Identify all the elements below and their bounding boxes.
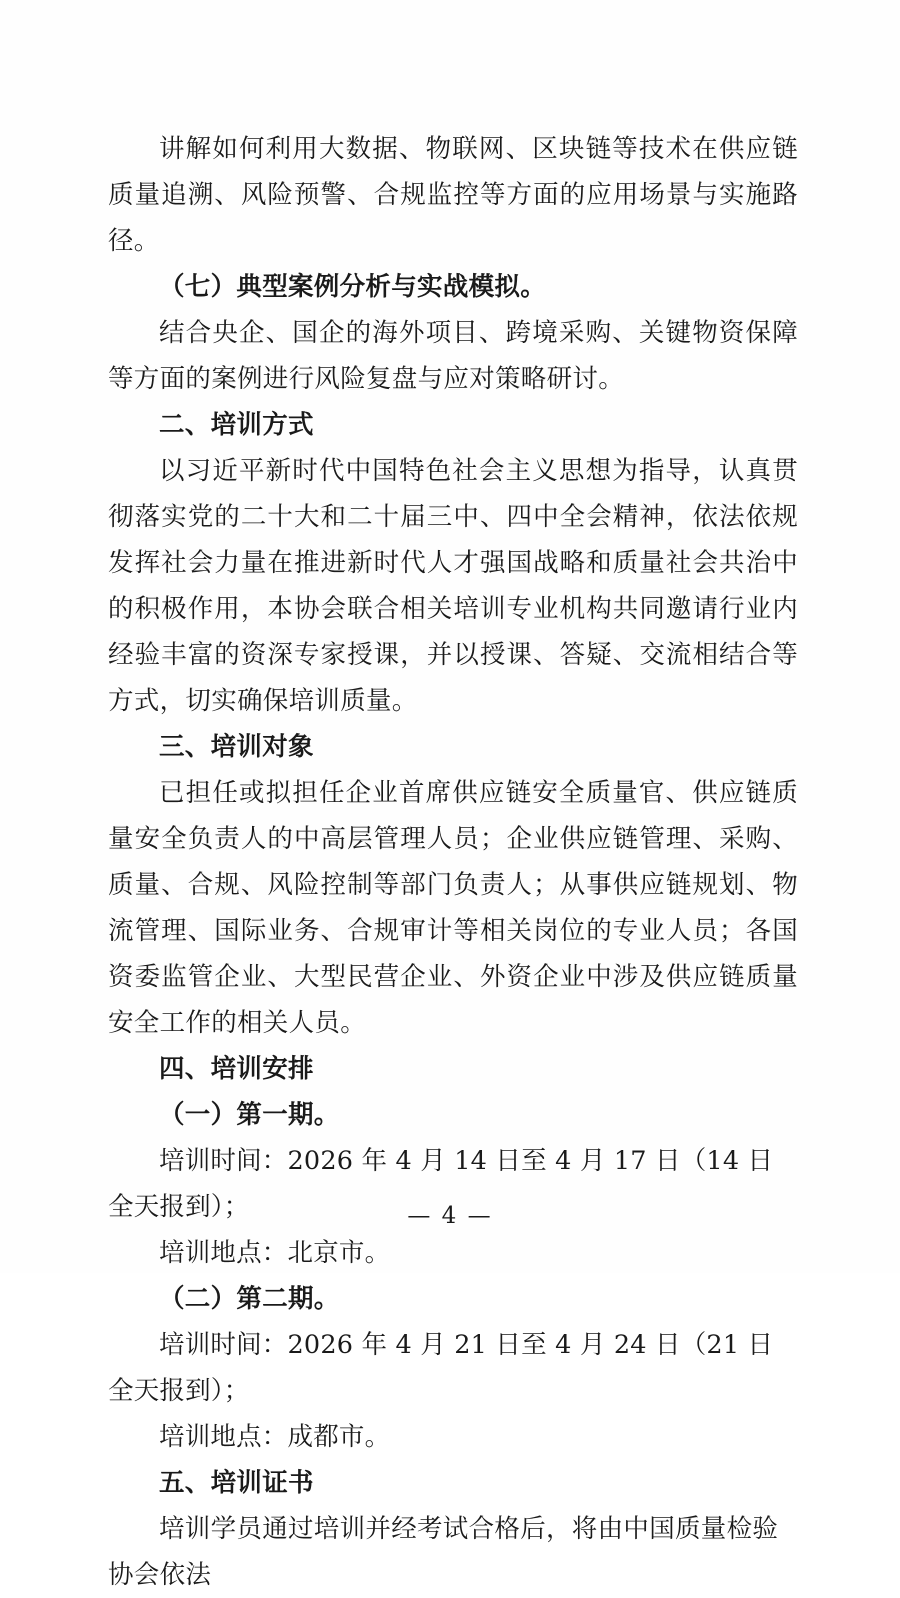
heading-training-schedule: 四、培训安排 xyxy=(159,1054,314,1084)
session-two-location: 培训地点：成都市。 xyxy=(159,1422,391,1452)
heading-training-method: 二、培训方式 xyxy=(159,410,314,440)
paragraph-tech-application: 讲解如何利用大数据、物联网、区块链等技术在供应链质量追溯、风险预警、合规监控等方面的应用场景与实施路径。 xyxy=(108,134,798,256)
paragraph-training-audience-body: 已担任或拟担任企业首席供应链安全质量官、供应链质量安全负责人的中高层管理人员；企业供应链管理、采购、质量、合规、风险控制等部门负责人；从事供应链规划、物流管理、国际业务、合规审计等相关岗位的专业人员；各国资委监管企业、大型民营企业、外资企业中涉及供应链质量安全工作的相关人员。 xyxy=(108,778,798,1038)
session-one-time: 培训时间：2026 年 4 月 14 日至 4 月 17 日（14 日全天报到）； xyxy=(108,1146,774,1222)
session-two-time: 培训时间：2026 年 4 月 21 日至 4 月 24 日（21 日全天报到）； xyxy=(108,1330,774,1406)
paragraph-training-certificate-body: 培训学员通过培训并经考试合格后，将由中国质量检验协会依法 xyxy=(108,1514,779,1590)
paragraph-case-analysis-body: 结合央企、国企的海外项目、跨境采购、关键物资保障等方面的案例进行风险复盘与应对策略研讨。 xyxy=(108,318,798,394)
document-body xyxy=(108,126,798,1598)
heading-training-certificate: 五、培训证书 xyxy=(159,1468,314,1498)
paragraph-training-method-body: 以习近平新时代中国特色社会主义思想为指导，认真贯彻落实党的二十大和二十届三中、四中全会精神，依法依规发挥社会力量在推进新时代人才强国战略和质量社会共治中的积极作用，本协会联合相关培训专业机构共同邀请行业内经验丰富的资深专家授课，并以授课、答疑、交流相结合等方式，切实确保培训质量。 xyxy=(108,456,798,716)
subheading-session-one: （一）第一期。 xyxy=(159,1100,340,1130)
session-one-location: 培训地点：北京市。 xyxy=(159,1238,391,1268)
subheading-session-two: （二）第二期。 xyxy=(159,1284,340,1314)
heading-training-audience: 三、培训对象 xyxy=(159,732,314,762)
subheading-case-analysis: （七）典型案例分析与实战模拟。 xyxy=(159,272,547,302)
page-number: — 4 — xyxy=(407,1203,493,1229)
